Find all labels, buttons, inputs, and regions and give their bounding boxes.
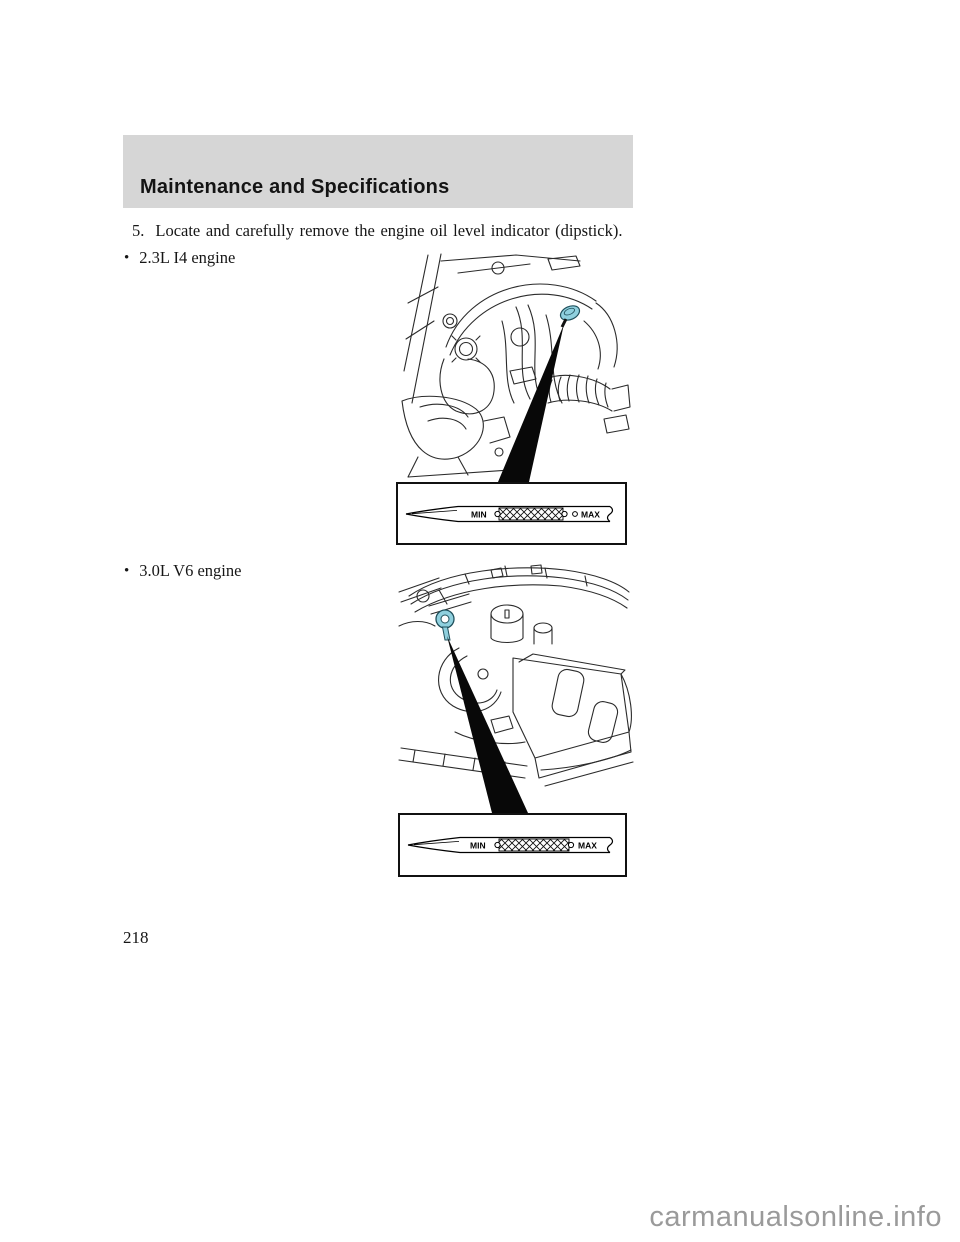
watermark: carmanualsonline.info xyxy=(649,1201,942,1233)
callout-triangle-v6 xyxy=(447,636,528,813)
dipstick-diagram-v6 xyxy=(400,815,625,875)
dipstick-diagram-box-i4 xyxy=(396,482,627,545)
dipstick-min-label-i4: MIN xyxy=(471,509,487,520)
step-text: Locate and carefully remove the engine oil level indicator (dipstick). xyxy=(155,221,623,240)
page-number: 218 xyxy=(123,928,149,947)
dipstick-diagram-box-v6 xyxy=(398,813,627,877)
step-item xyxy=(132,221,622,241)
dipstick-handle-highlight-i4 xyxy=(558,303,582,323)
dipstick-stem-v6 xyxy=(443,627,451,640)
page-title: Maintenance and Specifications xyxy=(140,176,450,198)
bullet-marker: • xyxy=(124,250,130,266)
dipstick-handle-hole-v6 xyxy=(441,615,449,623)
bullet-item-v6 xyxy=(124,561,241,581)
engine-illustration-v6 xyxy=(395,562,635,813)
bullet-label-v6: 3.0L V6 engine xyxy=(139,561,242,580)
dipstick-max-label-v6: MAX xyxy=(578,840,597,851)
dipstick-diagram-i4 xyxy=(398,484,625,543)
dipstick-min-label-v6: MIN xyxy=(470,840,486,851)
engine-illustration-i4 xyxy=(398,251,634,482)
bullet-marker: • xyxy=(124,563,130,579)
callout-triangle-i4 xyxy=(498,324,564,482)
header-box xyxy=(123,135,633,208)
dipstick-stem-i4 xyxy=(562,319,566,327)
bullet-item-i4 xyxy=(124,248,235,268)
step-number: 5. xyxy=(132,221,145,240)
dipstick-max-label-i4: MAX xyxy=(581,509,600,520)
bullet-label-i4: 2.3L I4 engine xyxy=(139,248,236,267)
engine-line-art xyxy=(399,565,633,786)
